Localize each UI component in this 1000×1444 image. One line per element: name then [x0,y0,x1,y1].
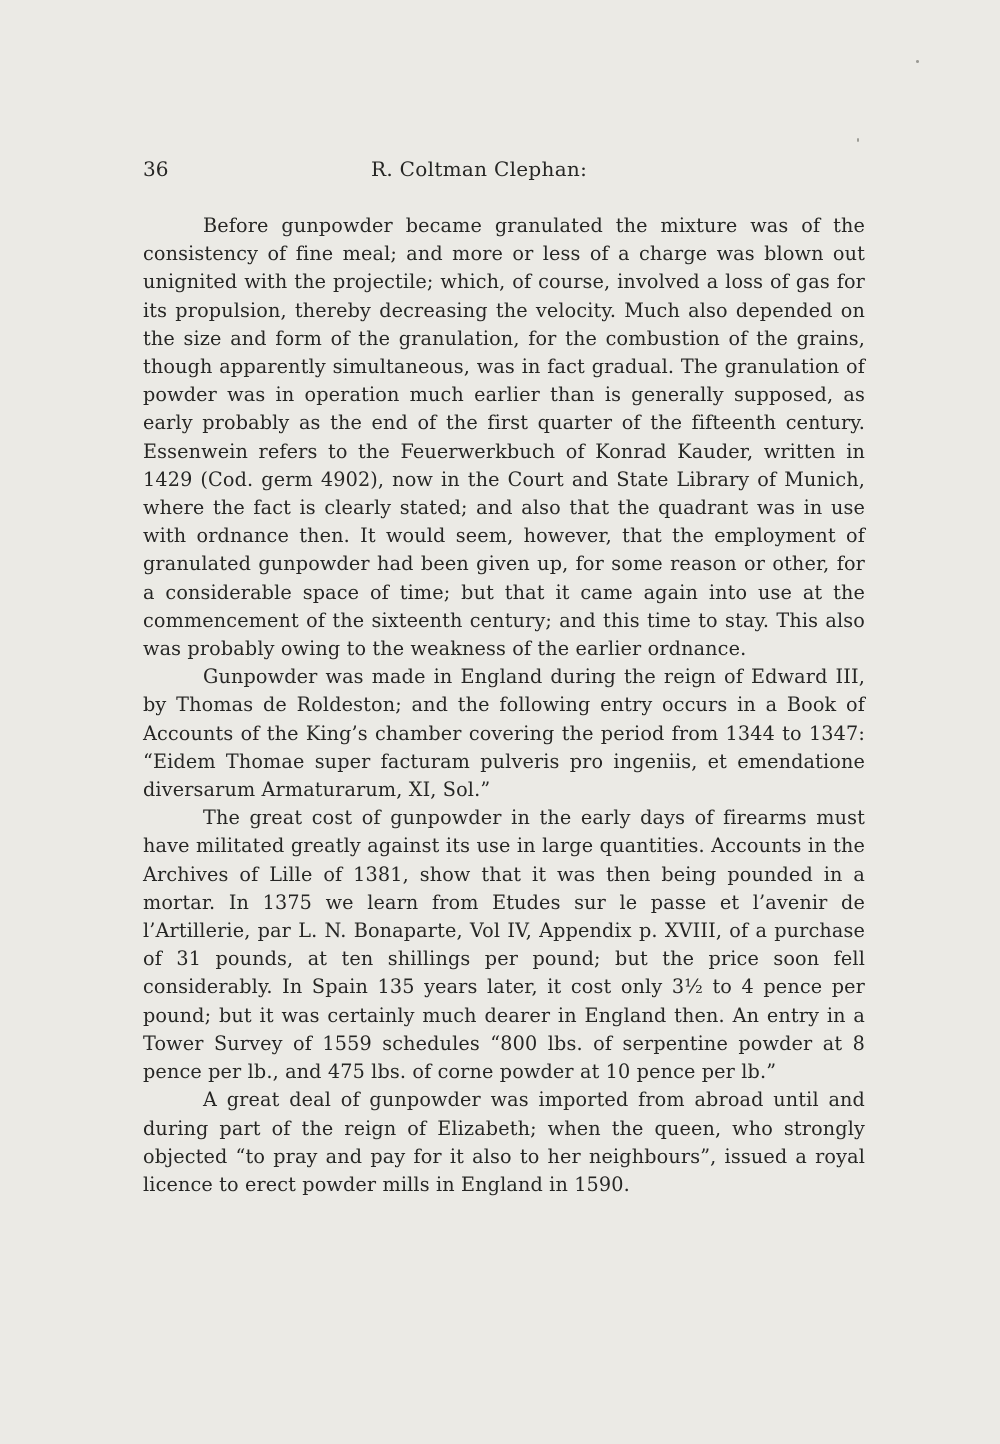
paper-speck [857,138,859,142]
paragraph: The great cost of gunpowder in the early days of firearms must have militated greatly against its use in large quantities. Accounts in the Archives of Lille of 1381, show that it was then being pounded in a mortar. In 1375 we learn from Etudes sur le passe et l’avenir de l’Artillerie, par L. N. Bonaparte, Vol IV, Appendix p. XVIII, of a purchase of 31 pounds, at ten shillings per pound; but the price soon fell considerably. In Spain 135 years later, it cost only 3½ to 4 pence per pound; but it was certainly much dearer in England then. An entry in a Tower Survey of 1559 schedules “800 lbs. of serpentine powder at 8 pence per lb., and 475 lbs. of corne powder at 10 pence per lb.” [143,806,865,1084]
body-text [143,212,865,1199]
paragraph: Gunpowder was made in England during the reign of Edward III, by Thomas de Roldeston; and the following entry occurs in a Book of Accounts of the King’s chamber covering the period from 1344 to 1347: “Eidem Thomae super facturam pulveris pro ingeniis, et emendatione diversarum Armaturarum, XI, Sol.” [143,665,865,802]
running-title: R. Coltman Clephan: [371,157,588,181]
page-number: 36 [143,157,169,181]
paper-speck [916,60,919,63]
paragraph: A great deal of gunpowder was imported from abroad until and during part of the reign of Elizabeth; when the queen, who strongly objected “to pray and pay for it also to her neighbours”, issued a royal licence to erect powder mills in England in 1590. [143,1088,865,1196]
paragraph: Before gunpowder became granulated the mixture was of the consistency of fine meal; and more or less of a charge was blown out unignited with the projectile; which, of course, involved a loss of gas for its propulsion, thereby decreasing the velocity. Much also depended on the size and form of the granulation, for the combustion of the grains, though apparently simultaneous, was in fact gradual. The granulation of powder was in operation much earlier than is generally supposed, as early probably as the end of the first quarter of the fifteenth century. Essenwein refers to the Feuerwerkbuch of Konrad Kauder, written in 1429 (Cod. germ 4902), now in the Court and State Library of Munich, where the fact is clearly stated; and also that the quadrant was in use with ordnance then. It would seem, however, that the employment of granulated gunpowder had been given up, for some reason or other, for a considerable space of time; but that it came again into use at the commencement of the sixteenth century; and this time to stay. This also was probably owing to the weakness of the earlier ordnance. [143,214,865,661]
page-header [143,154,865,188]
